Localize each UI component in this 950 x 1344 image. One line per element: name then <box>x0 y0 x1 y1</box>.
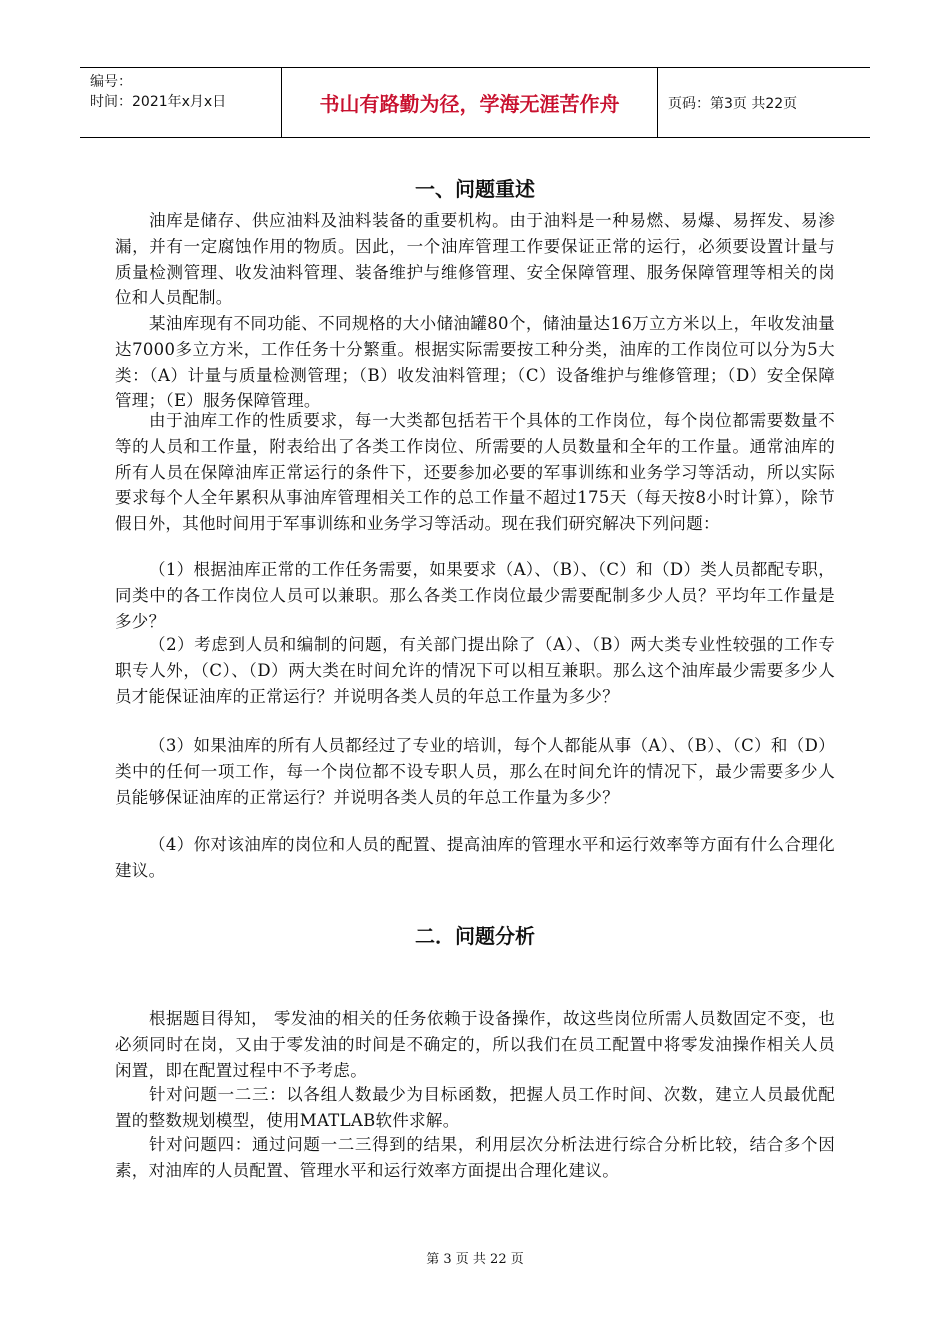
header-motto: 书山有路勤为径，学海无涯苦作舟 <box>282 68 658 137</box>
section1-question-4: （4）你对该油库的岗位和人员的配置、提高油库的管理水平和运行效率等方面有什么合理化建议。 <box>115 835 835 880</box>
document-time-label: 时间：2021年x月x日 <box>90 94 227 110</box>
section1-title: 一、问题重述 <box>415 177 535 201</box>
section2-paragraph-2: 针对问题一二三：以各组人数最少为目标函数，把握人员工作时间、次数，建立人员最优配置的整数规划模型，使用MATLAB软件求解。 <box>115 1085 835 1130</box>
section1-question-3: （3）如果油库的所有人员都经过了专业的培训，每个人都能从事（A）、（B）、（C）和（D）类中的任何一项工作，每一个岗位都不设专职人员，那么在时间允许的情况下，最少需要多少人员能够保证油库的正常运行？并说明各类人员的年总工作量为多少？ <box>115 736 835 807</box>
section2-title: 二．问题分析 <box>415 924 535 948</box>
page-header <box>80 67 870 138</box>
section1-paragraph-3: 由于油库工作的性质要求，每一大类都包括若干个具体的工作岗位，每个岗位都需要数量不等的人员和工作量，附表给出了各类工作岗位、所需要的人员数量和全年的工作量。通常油库的所有人员在保障油库正常运行的条件下，还要参加必要的军事训练和业务学习等活动，所以实际要求每个人全年累积从事油库管理相关工作的总工作量不超过175天（每天按8小时计算），除节假日外，其他时间用于军事训练和业务学习等活动。现在我们研究解决下列问题： <box>115 411 835 534</box>
page-footer: 第 3 页 共 22 页 <box>426 1252 524 1267</box>
section2-paragraph-1: 根据题目得知， 零发油的相关的任务依赖于设备操作，故这些岗位所需人员数固定不变，也必须同时在岗，又由于零发油的时间是不确定的，所以我们在员工配置中将零发油操作相关人员闲置，即在配置过程中不予考虑。 <box>115 1009 835 1080</box>
section2-paragraph-3: 针对问题四：通过问题一二三得到的结果，利用层次分析法进行综合分析比较，结合多个因素，对油库的人员配置、管理水平和运行效率方面提出合理化建议。 <box>115 1135 835 1180</box>
section1-paragraph-1: 油库是储存、供应油料及油料装备的重要机构。由于油料是一种易燃、易爆、易挥发、易渗漏，并有一定腐蚀作用的物质。因此，一个油库管理工作要保证正常的运行，必须要设置计量与质量检测管理、收发油料管理、装备维护与维修管理、安全保障管理、服务保障管理等相关的岗位和人员配制。 <box>115 211 835 308</box>
header-left-cell <box>80 68 282 137</box>
header-page-label: 页码：第3页 共22页 <box>668 95 798 112</box>
document-number-label: 编号： <box>90 74 132 90</box>
section1-paragraph-2: 某油库现有不同功能、不同规格的大小储油罐80个，储油量达16万立方米以上，年收发油量达7000多立方米，工作任务十分繁重。根据实际需要按工种分类，油库的工作岗位可以分为5大类：（A）计量与质量检测管理；（B）收发油料管理；（C）设备维护与维修管理；（D）安全保障管理；（E）服务保障管理。 <box>115 314 835 411</box>
section1-question-2: （2）考虑到人员和编制的问题，有关部门提出除了（A）、（B）两大类专业性较强的工作专职专人外，（C）、（D）两大类在时间允许的情况下可以相互兼职。那么这个油库最少需要多少人员才能保证油库的正常运行？并说明各类人员的年总工作量为多少？ <box>115 635 835 706</box>
section1-question-1: （1）根据油库正常的工作任务需要，如果要求（A）、（B）、（C）和（D）类人员都配专职，同类中的各工作岗位人员可以兼职。那么各类工作岗位最少需要配制多少人员？平均年工作量是多少？ <box>115 560 835 631</box>
